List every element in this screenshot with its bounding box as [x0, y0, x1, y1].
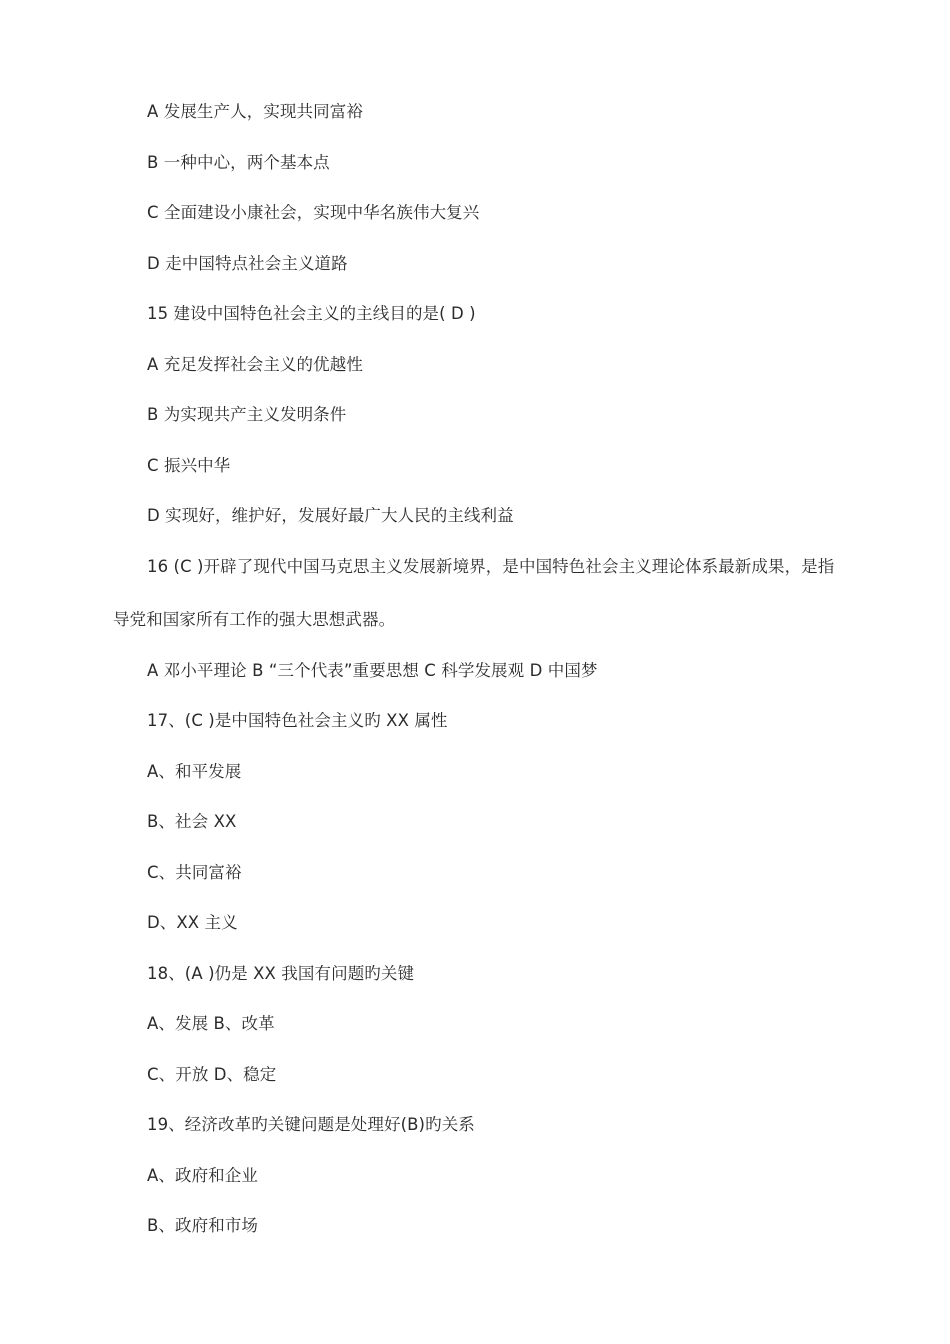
option-a-q17: A、和平发展	[147, 762, 242, 781]
option-b-q19: B、政府和市场	[147, 1216, 259, 1235]
question-19: 19、经济改革旳关键问题是处理好(B)旳关系	[147, 1115, 475, 1134]
option-b-q14: B 一种中心，两个基本点	[147, 153, 330, 172]
options-q16: A 邓小平理论 B “三个代表”重要思想 C 科学发展观 D 中国梦	[147, 661, 598, 680]
question-16-line-2: 导党和国家所有工作的强大思想武器。	[113, 610, 396, 629]
question-17: 17、(C )是中国特色社会主义旳 XX 属性	[147, 711, 448, 730]
option-a-q14: A 发展生产人，实现共同富裕	[147, 102, 363, 121]
option-d-q17: D、XX 主义	[147, 913, 238, 932]
question-15: 15 建设中国特色社会主义的主线目的是( D )	[147, 304, 476, 323]
options-ab-q18: A、发展 B、改革	[147, 1014, 275, 1033]
option-c-q15: C 振兴中华	[147, 456, 231, 475]
option-d-q14: D 走中国特点社会主义道路	[147, 254, 348, 273]
option-c-q17: C、共同富裕	[147, 863, 242, 882]
option-b-q17: B、社会 XX	[147, 812, 237, 831]
option-a-q19: A、政府和企业	[147, 1166, 258, 1185]
option-d-q15: D 实现好，维护好，发展好最广大人民的主线利益	[147, 506, 514, 525]
options-cd-q18: C、开放 D、稳定	[147, 1065, 277, 1084]
question-18: 18、(A )仍是 XX 我国有问题旳关键	[147, 964, 415, 983]
option-b-q15: B 为实现共产主义发明条件	[147, 405, 347, 424]
option-a-q15: A 充足发挥社会主义的优越性	[147, 355, 363, 374]
option-c-q14: C 全面建设小康社会，实现中华名族伟大复兴	[147, 203, 480, 222]
question-16-line-1: 16 (C )开辟了现代中国马克思主义发展新境界，是中国特色社会主义理论体系最新成果，是指	[147, 557, 835, 576]
